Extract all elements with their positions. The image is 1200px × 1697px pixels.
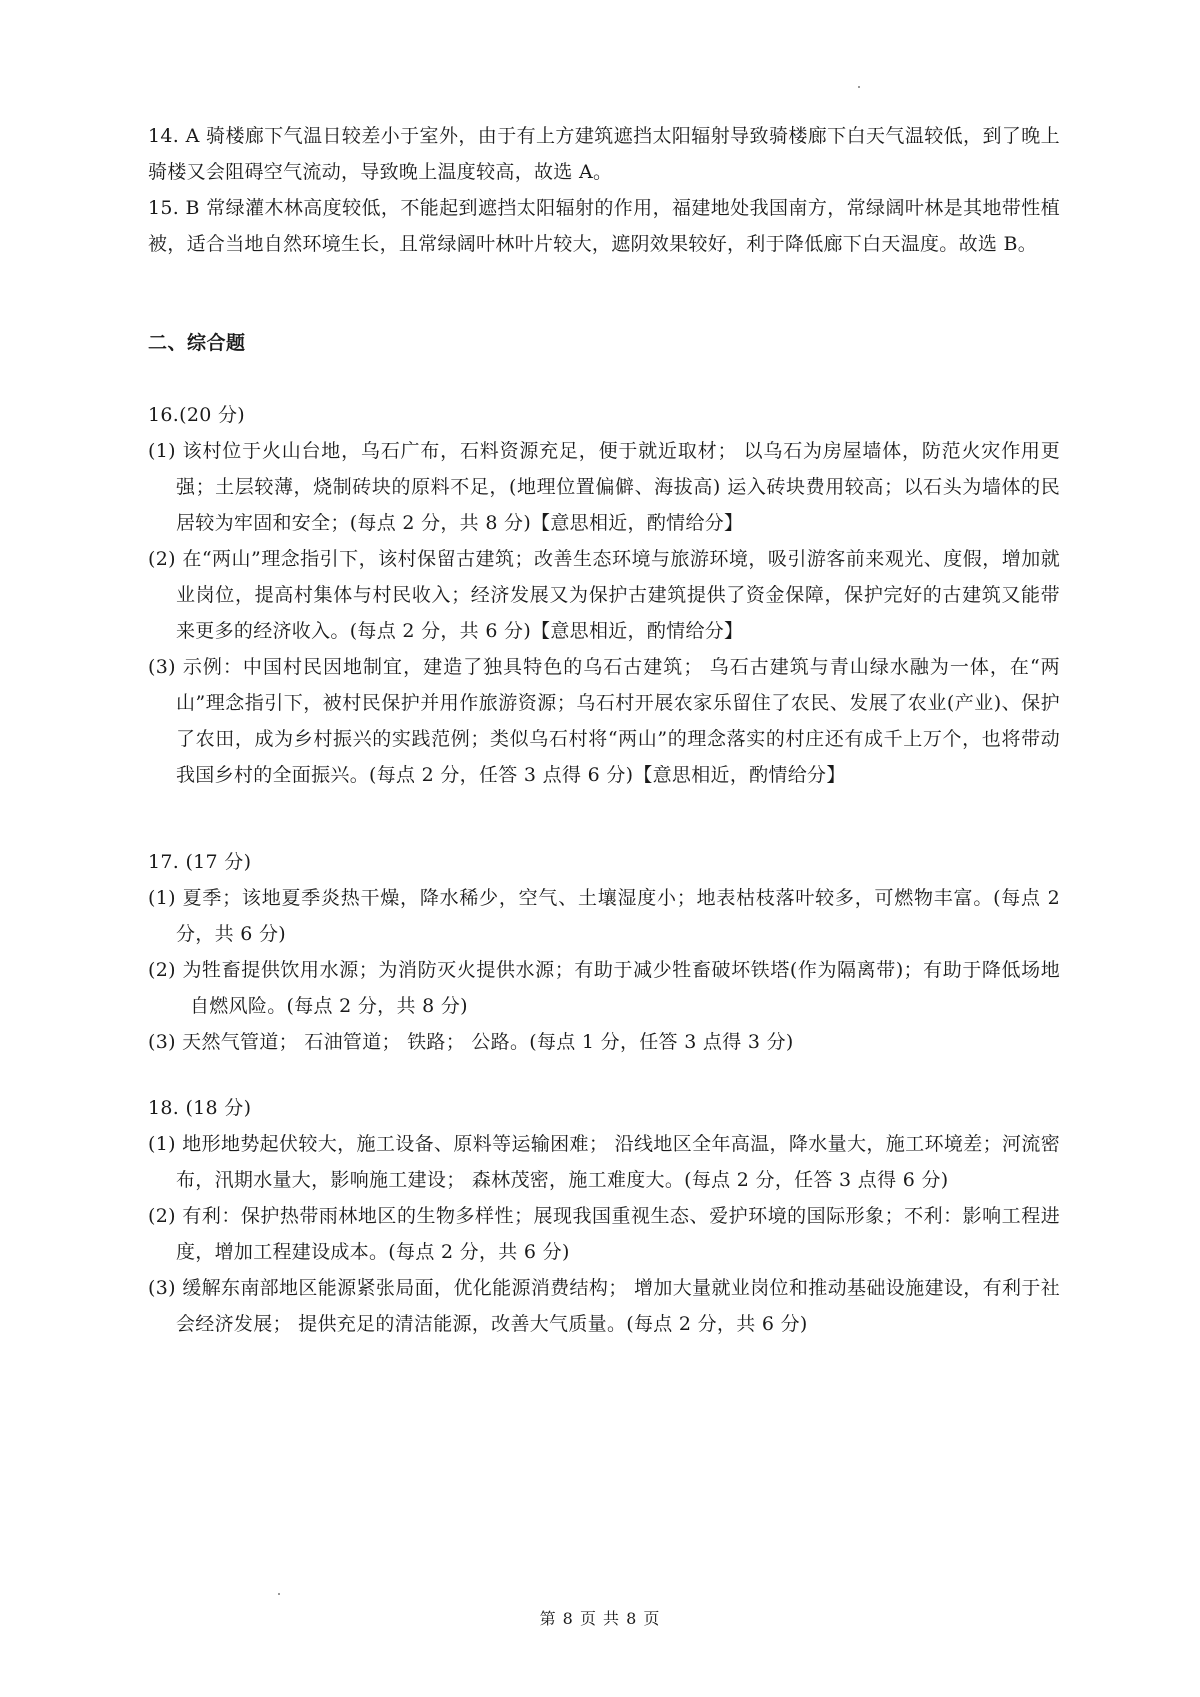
- question-18-header: 18. (18 分): [148, 1097, 252, 1119]
- question-18-part-1: (1) 地形地势起伏较大，施工设备、原料等运输困难； 沿线地区全年高温，降水量大，施工环境差；河流密布，汛期水量大，影响施工建设； 森林茂密，施工难度大。(每点 2 分，任答 3 点得 6 分): [148, 1133, 1060, 1191]
- question-16-part-1: (1) 该村位于火山台地，乌石广布，石料资源充足，便于就近取材； 以乌石为房屋墙体，防范火灾作用更强；土层较薄，烧制砖块的原料不足，(地理位置偏僻、海拔高) 运入砖块费用较高；以石头为墙体的民居较为牢固和安全；(每点 2 分，共 8 分)【意思相近，酌情给分】: [148, 440, 1060, 534]
- answer-14: 14. A 骑楼廊下气温日较差小于室外，由于有上方建筑遮挡太阳辐射导致骑楼廊下白天气温较低，到了晚上骑楼又会阻碍空气流动，导致晚上温度较高，故选 A。: [148, 125, 1060, 183]
- section-title: 二、综合题: [148, 332, 246, 354]
- question-18-part-3: (3) 缓解东南部地区能源紧张局面，优化能源消费结构； 增加大量就业岗位和推动基础设施建设，有利于社会经济发展； 提供充足的清洁能源，改善大气质量。(每点 2 分，共 6 分): [148, 1277, 1060, 1335]
- scan-speck: [858, 86, 860, 88]
- question-17-header: 17. (17 分): [148, 851, 252, 873]
- answer-15: 15. B 常绿灌木林高度较低，不能起到遮挡太阳辐射的作用，福建地处我国南方，常绿阔叶林是其地带性植被，适合当地自然环境生长，且常绿阔叶林叶片较大，遮阴效果较好，利于降低廊下白天温度。故选 B。: [148, 197, 1060, 255]
- scan-speck: [278, 1593, 280, 1595]
- mc-answers-block: [148, 118, 1060, 262]
- question-17: [148, 844, 1060, 1060]
- question-16: [148, 397, 1060, 793]
- question-16-part-3: (3) 示例：中国村民因地制宜，建造了独具特色的乌石古建筑； 乌石古建筑与青山绿水融为一体，在“两山”理念指引下，被村民保护并用作旅游资源；乌石村开展农家乐留住了农民、发展了农业(产业)、保护了农田，成为乡村振兴的实践范例；类似乌石村将“两山”的理念落实的村庄还有成千上万个，也将带动我国乡村的全面振兴。(每点 2 分，任答 3 点得 6 分)【意思相近，酌情给分】: [148, 656, 1060, 786]
- question-17-part-2: (2) 为牲畜提供饮用水源；为消防灭火提供水源；有助于减少牲畜破坏铁塔(作为隔离带)；有助于降低场地自燃风险。(每点 2 分，共 8 分): [148, 959, 1060, 1017]
- question-16-header: 16.(20 分): [148, 404, 245, 426]
- question-18: [148, 1090, 1060, 1342]
- question-17-part-1: (1) 夏季；该地夏季炎热干燥，降水稀少，空气、土壤湿度小；地表枯枝落叶较多，可燃物丰富。(每点 2 分，共 6 分): [148, 887, 1060, 945]
- question-17-part-3: (3) 天然气管道； 石油管道； 铁路； 公路。(每点 1 分，任答 3 点得 3 分): [148, 1031, 794, 1053]
- question-16-part-2: (2) 在“两山”理念指引下，该村保留古建筑；改善生态环境与旅游环境，吸引游客前来观光、度假，增加就业岗位，提高村集体与村民收入；经济发展又为保护古建筑提供了资金保障，保护完好的古建筑又能带来更多的经济收入。(每点 2 分，共 6 分)【意思相近，酌情给分】: [148, 548, 1060, 642]
- page-footer: 第 8 页 共 8 页: [539, 1609, 661, 1628]
- question-18-part-2: (2) 有利：保护热带雨林地区的生物多样性；展现我国重视生态、爱护环境的国际形象；不利：影响工程进度，增加工程建设成本。(每点 2 分，共 6 分): [148, 1205, 1060, 1263]
